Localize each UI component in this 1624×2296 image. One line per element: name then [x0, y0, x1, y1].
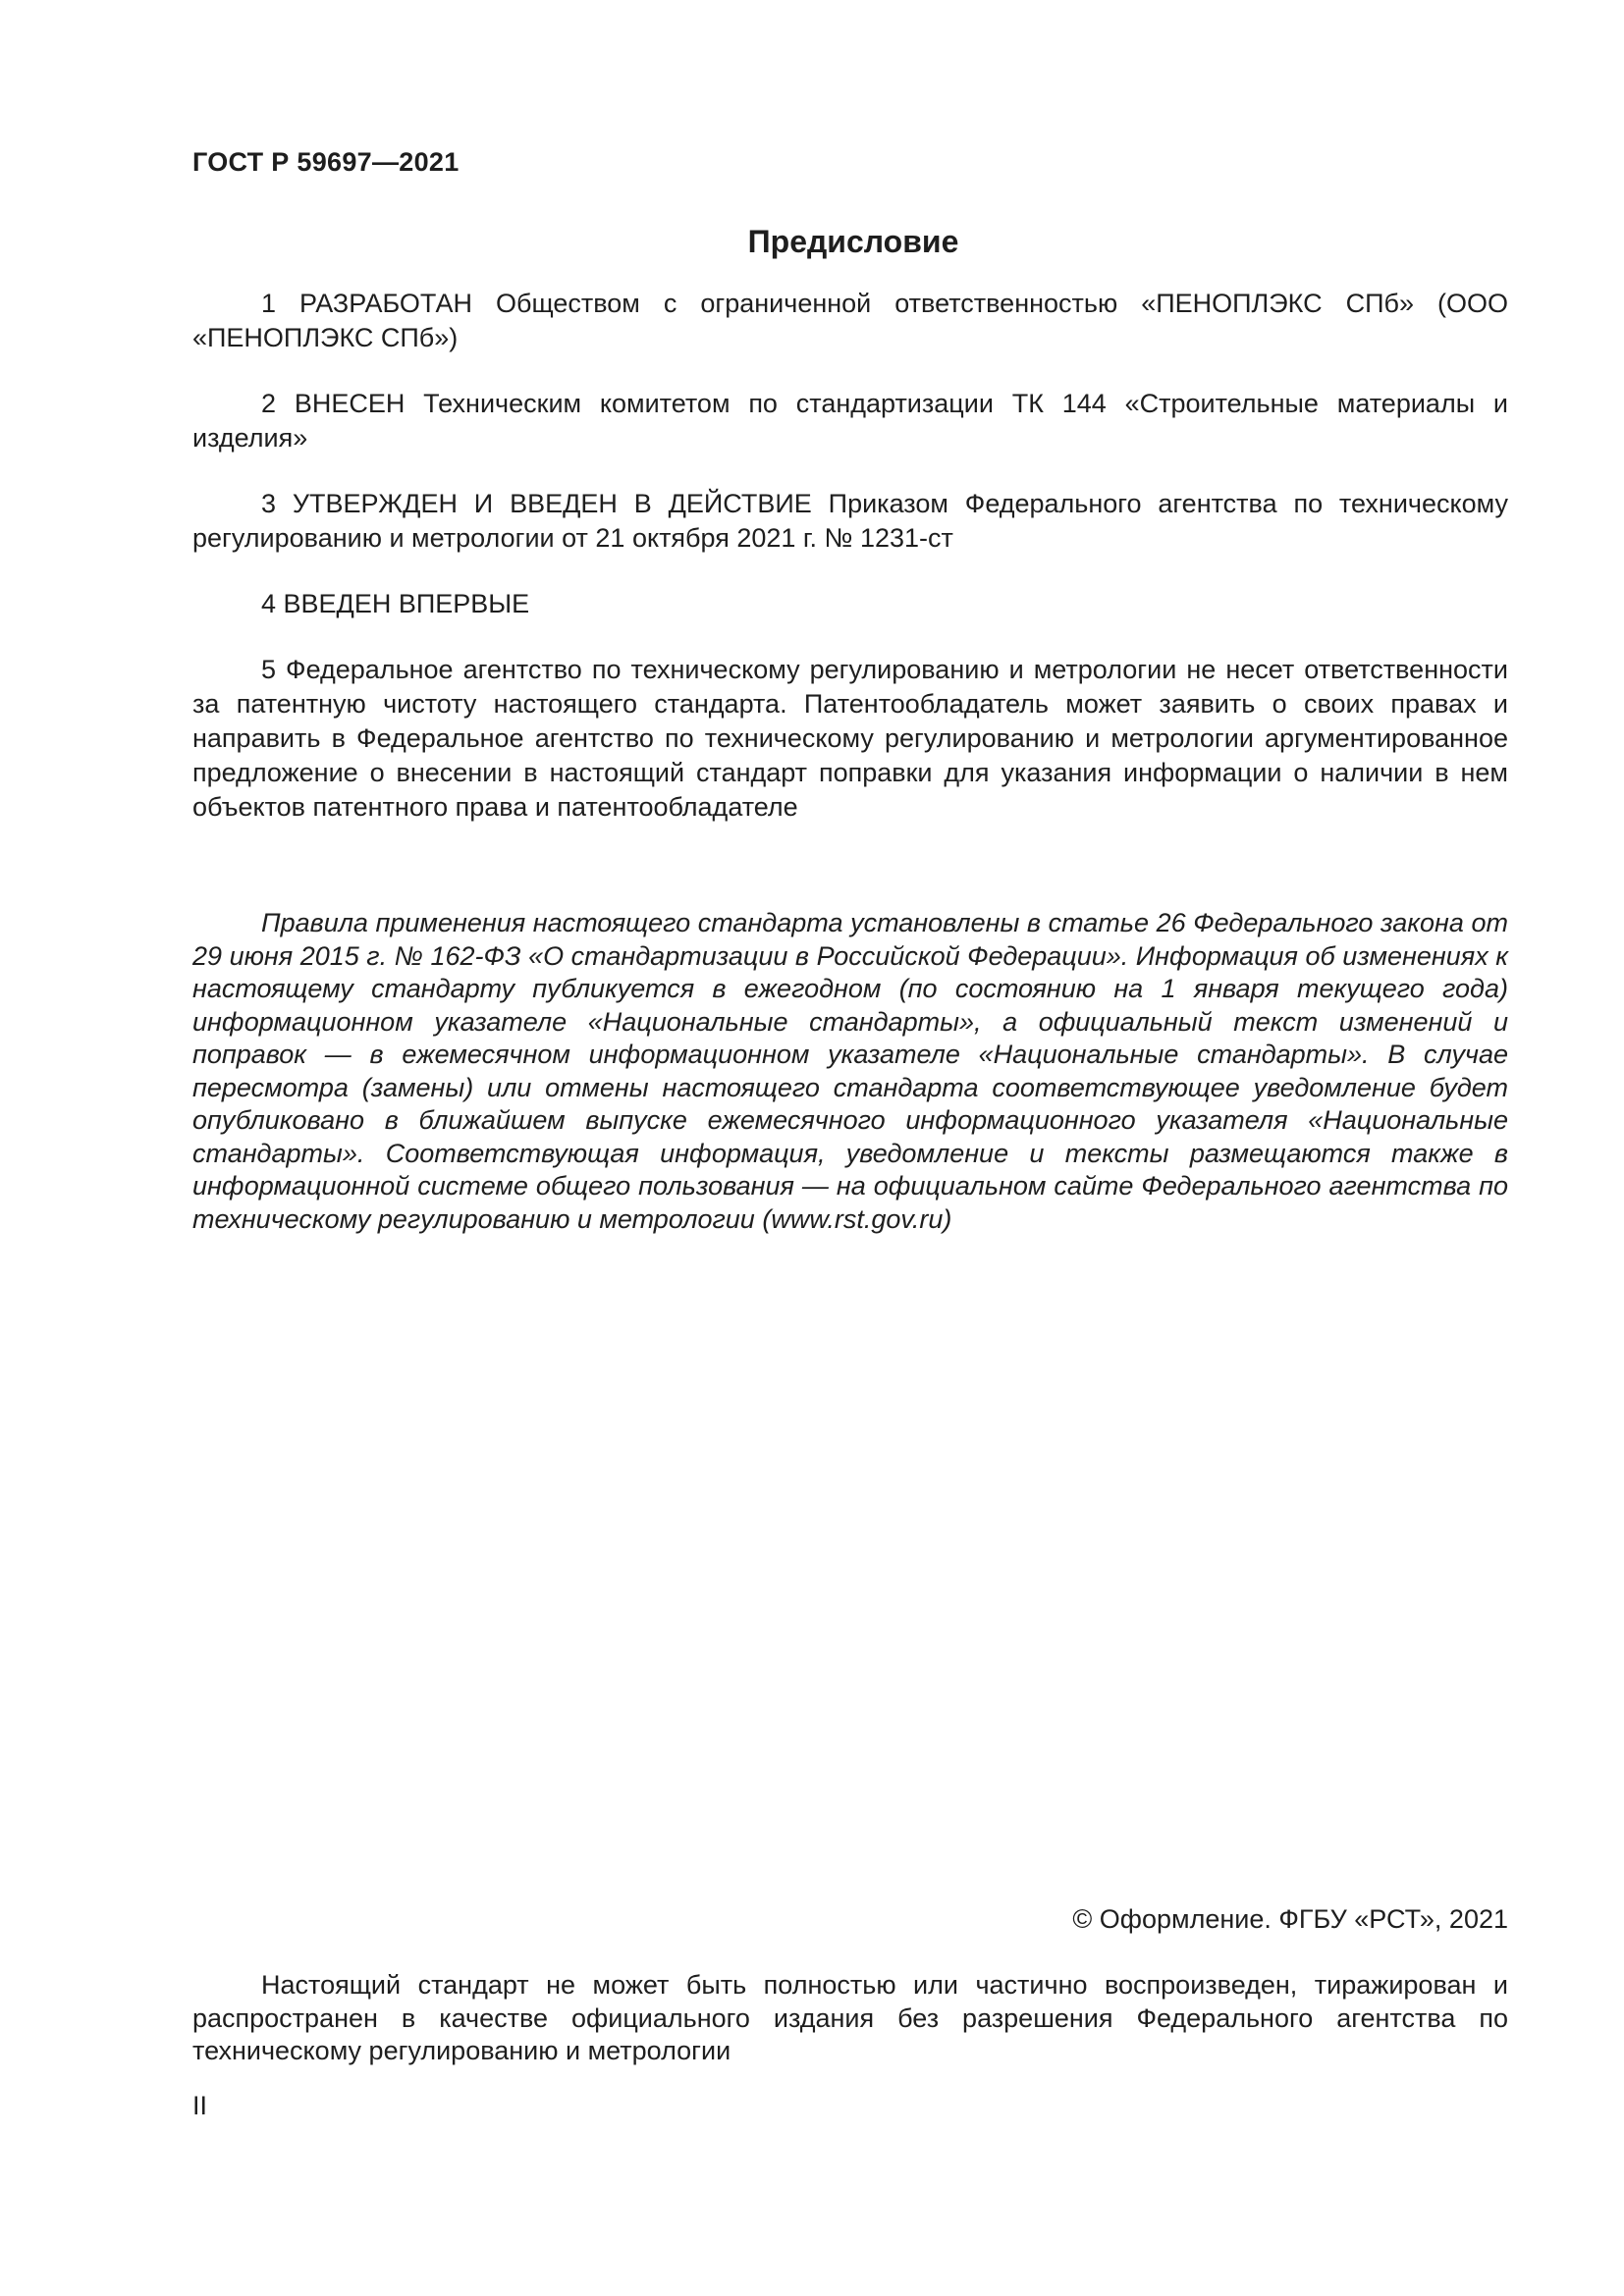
reproduction-notice: Настоящий стандарт не может быть полностью или частично воспроизведен, тиражирован и распространен в качестве официального издания без разрешения Федерального агентства по техническому регулированию и метрологии [192, 1970, 1508, 2065]
page-title: Предисловие [747, 224, 959, 259]
foreword-body [192, 287, 1508, 856]
foreword-item-5: 5 Федеральное агентство по техническому регулированию и метрологии не несет ответственности за патентную чистоту настоящего стандарта. Патентообладатель может заявить о своих правах и направить в Федеральное агентство по техническому регулированию и метрологии аргументированное предложение о внесении в настоящий стандарт поправки для указания информации о наличии в нем объектов патентного права и патентообладателе [192, 655, 1508, 822]
copyright-line: © Оформление. ФГБУ «РСТ», 2021 [1072, 1904, 1508, 1934]
foreword-item-1: 1 РАЗРАБОТАН Обществом с ограниченной ответственностью «ПЕНОПЛЭКС СПб» (ООО «ПЕНОПЛЭКС СПб») [192, 289, 1508, 352]
foreword-item-2: 2 ВНЕСЕН Техническим комитетом по стандартизации ТК 144 «Строительные материалы и изделия» [192, 389, 1508, 453]
foreword-item-4: 4 ВВЕДЕН ВПЕРВЫЕ [261, 589, 530, 618]
foreword-item-3: 3 УТВЕРЖДЕН И ВВЕДЕН В ДЕЙСТВИЕ Приказом Федерального агентства по техническому регулированию и метрологии от 21 октября 2021 г. № 1231-ст [192, 489, 1508, 553]
rules-note: Правила применения настоящего стандарта установлены в статье 26 Федерального закона от 29 июня 2015 г. № 162-ФЗ «О стандартизации в Российской Федерации». Информация об изменениях к настоящему стандарту публикуется в ежегодном (по состоянию на 1 января текущего года) информационном указателе «Национальные стандарты», а официальный текст изменений и поправок — в ежемесячном информационном указателе «Национальные стандарты». В случае пересмотра (замены) или отмены настоящего стандарта соответствующее уведомление будет опубликовано в ближайшем выпуске ежемесячного информационного указателя «Национальные стандарты». Соответствующая информация, уведомление и тексты размещаются также в информационной системе общего пользования — на официальном сайте Федерального агентства по техническому регулированию и метрологии (www.rst.gov.ru) [192, 908, 1508, 1234]
document-code: ГОСТ Р 59697—2021 [192, 147, 460, 177]
page-number: II [192, 2091, 208, 2120]
